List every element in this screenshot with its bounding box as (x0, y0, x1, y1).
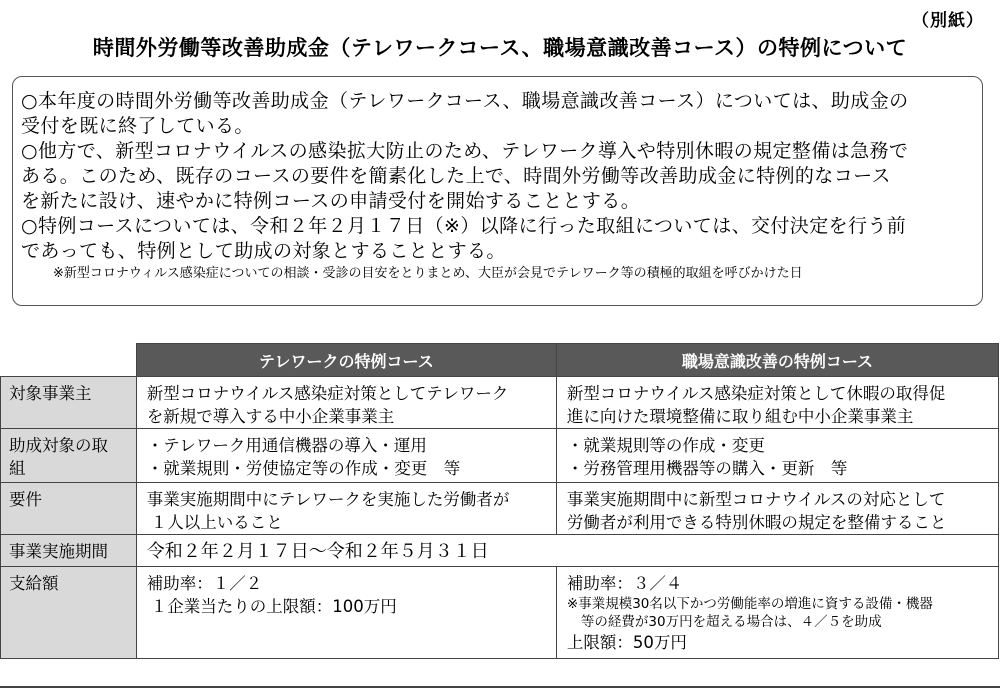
row-header-target: 対象事業主 (1, 377, 137, 429)
table-row (1, 567, 999, 659)
page-title: 時間外労働等改善助成金（テレワークコース、職場意識改善コース）の特例について (92, 36, 908, 60)
cell-line: を新規で導入する中小企業事業主 (146, 407, 395, 426)
summary-paragraph-2 (21, 139, 972, 214)
summary-line: 受付を既に終了している。 (21, 115, 254, 137)
course-comparison-table (0, 343, 999, 659)
summary-line: ○特例コースについては、令和２年２月１７日（※）以降に行った取組については、交付決定を行う前 (21, 215, 907, 237)
table-row (1, 483, 999, 535)
cell-line: 助成対象の取 (9, 436, 108, 455)
cell-line: 補助率：３／４ (566, 574, 683, 593)
cell-line: 進に向けた環境整備に取り組む中小企業事業主 (566, 407, 914, 426)
summary-paragraph-1 (21, 89, 972, 139)
attachment-label: （別紙） (912, 11, 984, 31)
cell-line: ・就業規則等の作成・変更 (566, 436, 765, 455)
row-header-requirements: 要件 (1, 483, 137, 535)
row-header-payment: 支給額 (1, 567, 137, 659)
cell-line: １人以上いること (150, 513, 283, 532)
cell-line: 新型コロナウイルス感染症対策としてテレワーク (146, 384, 509, 403)
summary-footnote: ※新型コロナウィルス感染症についての相談・受診の目安をとりまとめ、大臣が会見でテレワーク等の積極的取組を呼びかけた日 (53, 266, 803, 281)
cell-telework-requirements (136, 483, 556, 535)
column-header-telework: テレワークの特例コース (136, 344, 556, 377)
summary-line: であっても、特例として助成の対象とすることとする。 (21, 240, 506, 262)
payment-note-line: ※事業規模30名以下かつ労働能率の増進に資する設備・機器 (566, 596, 933, 612)
summary-box (12, 76, 983, 306)
table-row (1, 535, 999, 567)
row-header-period: 事業実施期間 (1, 535, 137, 567)
summary-paragraph-3 (21, 214, 972, 264)
summary-line: ○他方で、新型コロナウイルスの感染拡大防止のため、テレワーク導入や特別休暇の規定整備は急務で (21, 140, 909, 162)
payment-note-line: 等の経費が30万円を超える場合は、４／５を助成 (580, 614, 882, 630)
cell-period: 令和２年２月１７日～令和２年５月３１日 (136, 535, 998, 567)
cell-line: ・労務管理用機器等の購入・更新 等 (566, 459, 848, 478)
table-row (1, 377, 999, 429)
column-header-awareness: 職場意識改善の特例コース (556, 344, 998, 377)
cell-line: 事業実施期間中にテレワークを実施した労働者が (146, 490, 510, 509)
cell-line: 補助率：１／２ (146, 574, 263, 593)
header-blank-cell (1, 344, 137, 377)
cell-awareness-target (556, 377, 998, 429)
cell-line: 事業実施期間中に新型コロナウイルスの対応として (566, 490, 946, 509)
cell-awareness-payment (556, 567, 998, 659)
table-row (1, 429, 999, 483)
cell-telework-target (136, 377, 556, 429)
cell-line: 組 (9, 459, 26, 478)
cell-awareness-requirements (556, 483, 998, 535)
cell-line: １企業当たりの上限額：100万円 (150, 597, 397, 616)
cell-line: 新型コロナウイルス感染症対策として休暇の取得促 (566, 384, 946, 403)
row-header-activities (1, 429, 137, 483)
cell-line: 上限額：50万円 (566, 633, 687, 652)
summary-line: ○本年度の時間外労働等改善助成金（テレワークコース、職場意識改善コース）については、助成金の (21, 90, 909, 112)
summary-line: を新たに設け、速やかに特例コースの申請受付を開始することとする。 (21, 190, 641, 212)
cell-line: ・就業規則・労使協定等の作成・変更 等 (146, 459, 461, 478)
bottom-divider (0, 686, 1000, 688)
cell-line: ・テレワーク用通信機器の導入・運用 (146, 436, 427, 455)
cell-telework-payment (136, 567, 556, 659)
cell-awareness-activities (556, 429, 998, 483)
cell-line: 労働者が利用できる特別休暇の規定を整備すること (566, 513, 947, 532)
summary-line: ある。このため、既存のコースの要件を簡素化した上で、時間外労働等改善助成金に特例的なコース (21, 165, 891, 187)
table-header-row (1, 344, 999, 377)
cell-telework-activities (136, 429, 556, 483)
